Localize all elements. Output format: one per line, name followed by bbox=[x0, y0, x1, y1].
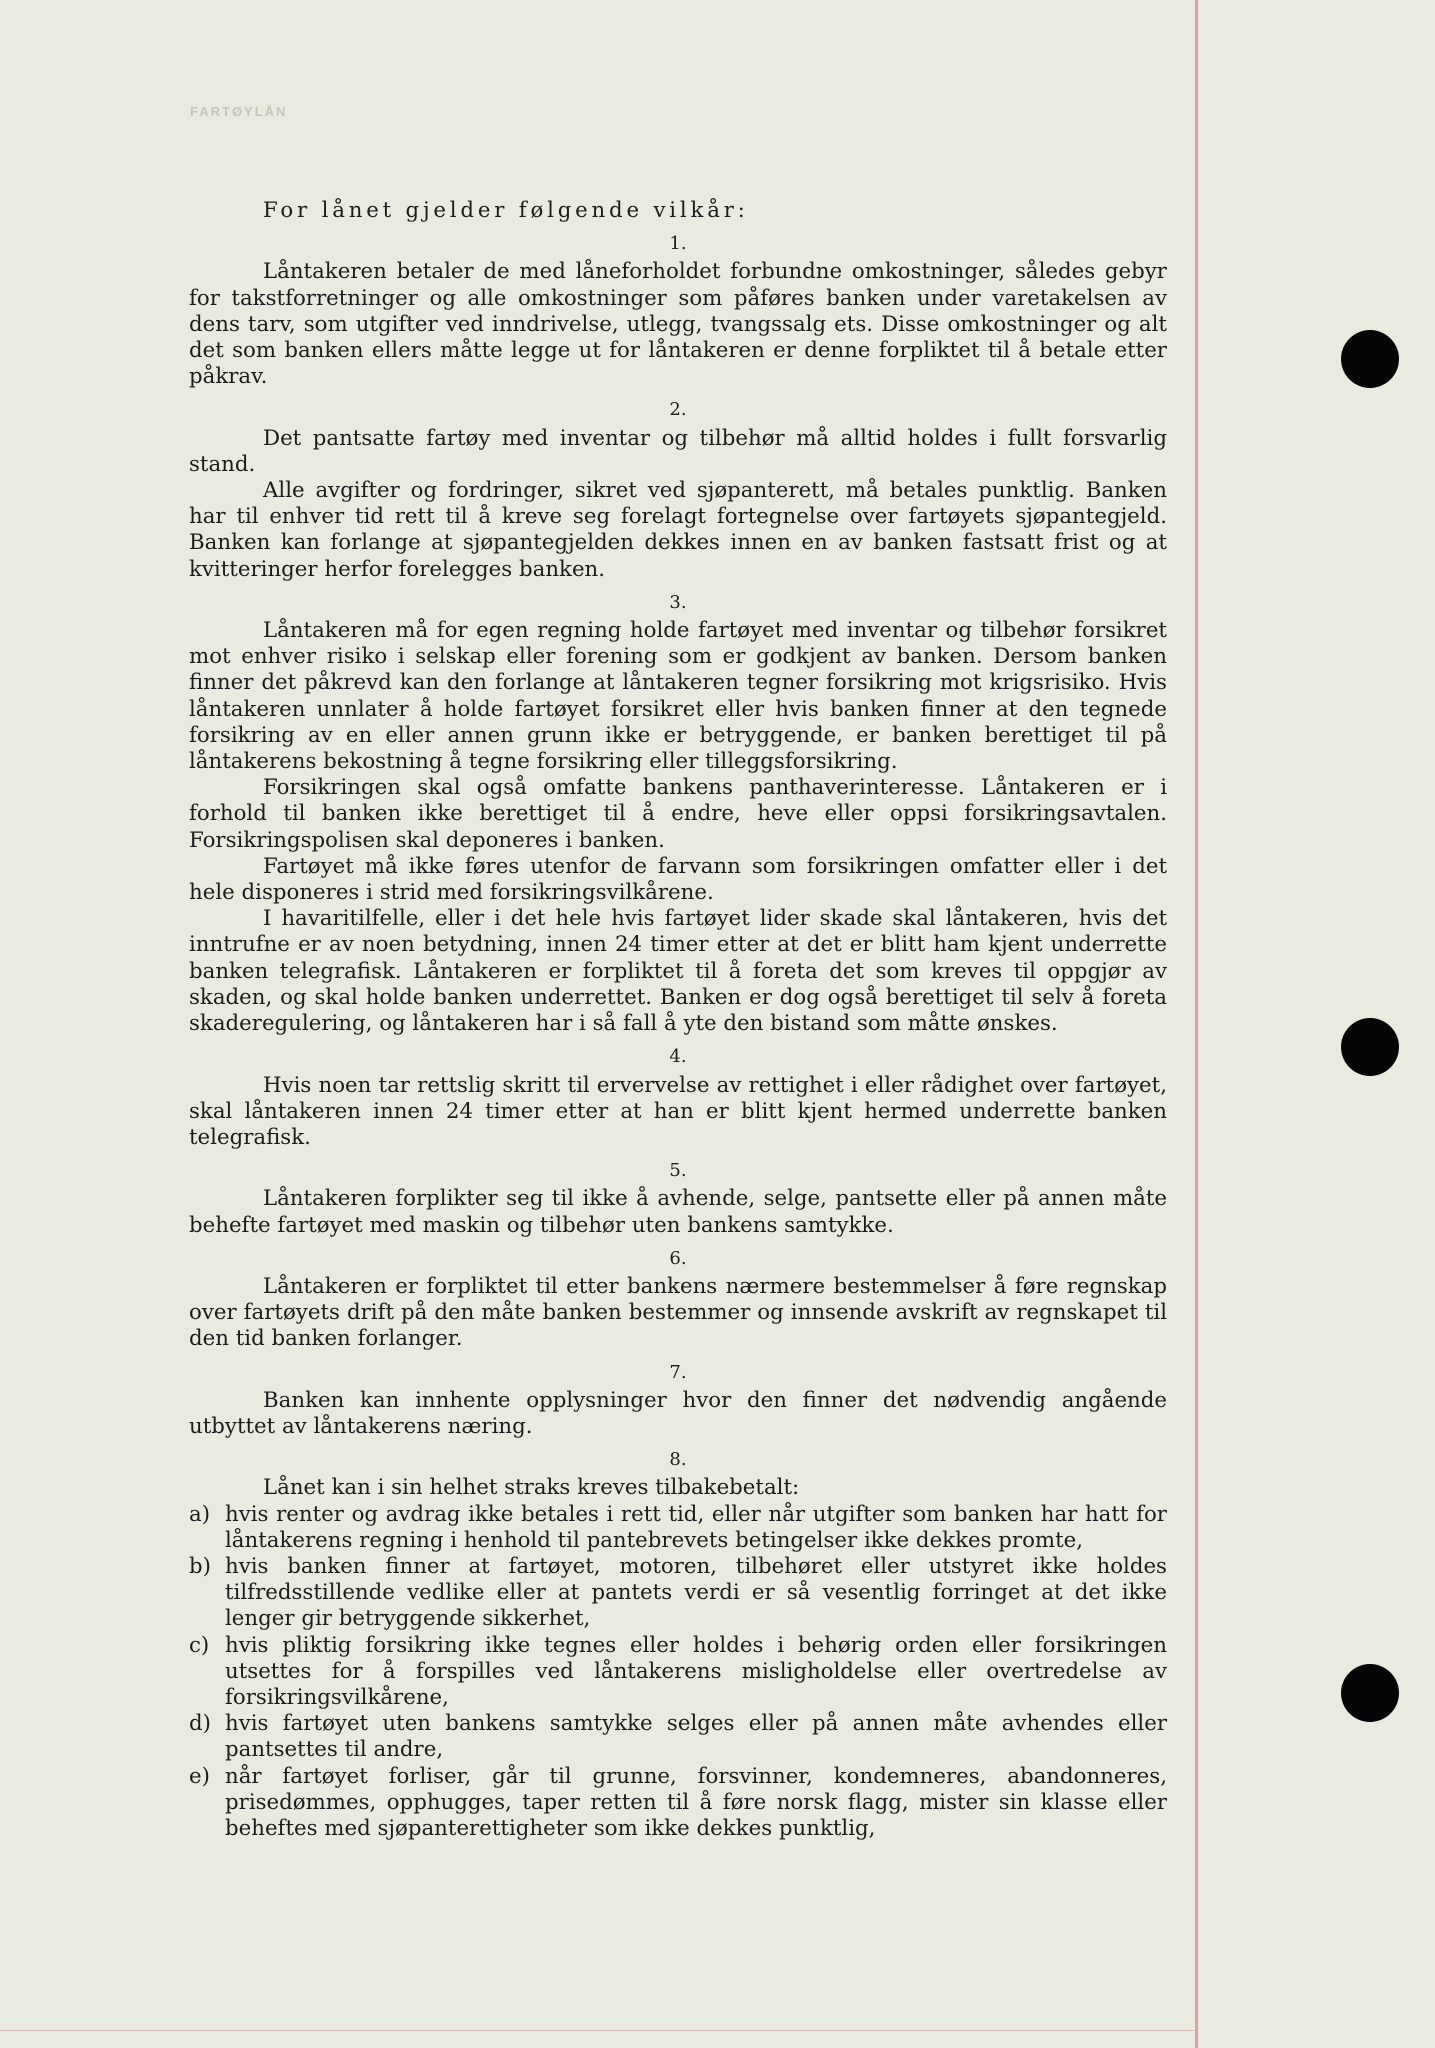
punch-hole-top bbox=[1341, 330, 1399, 388]
list-item-marker: c) bbox=[189, 1632, 210, 1658]
list-item-marker: e) bbox=[189, 1763, 210, 1789]
list-item-text: hvis pliktig forsikring ikke tegnes eller holdes i behørig orden eller forsikringen utsettes for å forspilles ved låntakerens misligholdelse eller overtredelse av forsikringsvilkårene, bbox=[225, 1632, 1167, 1710]
section-number: 3. bbox=[669, 591, 687, 613]
document-body bbox=[189, 198, 1167, 1842]
section-paragraph: Låntakeren betaler de med låneforholdet forbundne omkostninger, således gebyr for takstforretninger og alle omkostninger som påføres banken under varetakelsen av dens tarv, som utgifter ved inndrivelse, utlegg, tvangssalg ets. Disse omkostninger og alt det som banken ellers måtte legge ut for låntakeren er denne forpliktet til å betale etter påkrav. bbox=[189, 259, 1167, 390]
section-paragraph: Banken kan innhente opplysninger hvor den finner det nødvendig angående utbyttet av låntakerens næring. bbox=[189, 1387, 1167, 1439]
section-number: 2. bbox=[669, 399, 687, 421]
list-item-text: hvis banken finner at fartøyet, motoren, tilbehøret eller utstyret ikke holdes tilfredsstillende vedlike eller at pantets verdi er så vesentlig forringet at det ikke lenger gir betryggende sikkerhet, bbox=[225, 1553, 1167, 1632]
repayment-conditions-list bbox=[189, 1502, 1167, 1843]
list-item-marker: a) bbox=[189, 1501, 211, 1527]
list-item-text: når fartøyet forliser, går til grunne, forsvinner, kondemneres, abandonneres, prisedømmes, opphugges, taper retten til å føre norsk flagg, mister sin klasse eller beheftes med sjøpanterettigheter som ikke dekkes punktlig, bbox=[225, 1763, 1167, 1841]
section-number: 6. bbox=[669, 1247, 687, 1269]
margin-rule bbox=[1195, 0, 1198, 2048]
bottom-rule bbox=[0, 2030, 1195, 2031]
list-item-marker: d) bbox=[189, 1711, 211, 1737]
section-paragraph: Forsikringen skal også omfatte bankens panthaverinteresse. Låntakeren er i forhold til banken ikke berettiget til å endre, heve eller oppsi forsikringsavtalen. Forsikringspolisen skal deponeres i banken. bbox=[189, 775, 1167, 853]
list-item-text: hvis fartøyet uten bankens samtykke selges eller på annen måte avhendes eller pantsettes til andre, bbox=[225, 1711, 1167, 1763]
section-paragraph: Lånet kan i sin helhet straks kreves tilbakebetalt: bbox=[263, 1475, 800, 1501]
section-number: 5. bbox=[669, 1160, 687, 1182]
section-paragraph: Låntakeren er forpliktet til etter bankens nærmere bestemmelser å føre regnskap over fartøyets drift på den måte banken bestemmer og innsende avskrift av regnskapet til den tid banken forlanger. bbox=[189, 1273, 1167, 1352]
section-paragraph: Hvis noen tar rettslig skritt til ervervelse av rettighet i eller rådighet over fartøyet, skal låntakeren innen 24 timer etter at han er blitt kjent hermed underrette banken telegrafisk. bbox=[189, 1072, 1167, 1150]
list-item bbox=[189, 1554, 1167, 1633]
list-item bbox=[189, 1764, 1167, 1843]
faint-header-text: FARTØYLÅN bbox=[190, 104, 288, 119]
list-item bbox=[189, 1711, 1167, 1763]
section-paragraph: Låntakeren må for egen regning holde fartøyet med inventar og tilbehør forsikret mot enhver risiko i selskap eller forening som er godkjent av banken. Dersom banken finner det påkrevd kan den forlange at låntakeren tegner forsikring mot krigsrisiko. Hvis låntakeren unnlater å holde fartøyet forsikret eller hvis banken finner at den tegnede forsikring av en eller annen grunn ikke er betryggende, er banken berettiget til på låntakerens bekostning å tegne forsikring eller tilleggsforsikring. bbox=[189, 618, 1167, 775]
list-item-marker: b) bbox=[189, 1553, 211, 1579]
list-item bbox=[189, 1502, 1167, 1554]
punch-hole-middle bbox=[1341, 1018, 1399, 1076]
section-paragraph: I havaritilfelle, eller i det hele hvis fartøyet lider skade skal låntakeren, hvis det inntrufne er av noen betydning, innen 24 timer etter at det er blitt ham kjent underrette banken telegrafisk. Låntakeren er forpliktet til å foreta det som kreves til oppgjør av skaden, og skal holde banken underrettet. Banken er dog også berettiget til selv å foreta skaderegulering, og låntakeren har i så fall å yte den bistand som måtte ønskes. bbox=[189, 906, 1167, 1037]
section-paragraph: Alle avgifter og fordringer, sikret ved sjøpanterett, må betales punktlig. Banken har til enhver tid rett til å kreve seg forelagt fortegnelse over fartøyets sjøpantegjeld. Banken kan forlange at sjøpantegjelden dekkes innen en av banken fastsatt frist og at kvitteringer herfor forelegges banken. bbox=[189, 478, 1167, 582]
section-paragraph: Det pantsatte fartøy med inventar og tilbehør må alltid holdes i fullt forsvarlig stand. bbox=[189, 425, 1167, 477]
section-paragraph: Låntakeren forplikter seg til ikke å avhende, selge, pantsette eller på annen måte behefte fartøyet med maskin og tilbehør uten bankens samtykke. bbox=[189, 1186, 1167, 1238]
punch-hole-bottom bbox=[1341, 1664, 1399, 1722]
section-number: 1. bbox=[669, 233, 687, 255]
section-number: 7. bbox=[669, 1361, 687, 1383]
list-item bbox=[189, 1633, 1167, 1712]
conditions-heading: For lånet gjelder følgende vilkår: bbox=[263, 198, 749, 223]
list-item-text: hvis renter og avdrag ikke betales i rett tid, eller når utgifter som banken har hatt for låntakerens regning i henhold til pantebrevets betingelser ikke dekkes promte, bbox=[225, 1501, 1167, 1553]
section-number: 4. bbox=[669, 1046, 687, 1068]
section-paragraph: Fartøyet må ikke føres utenfor de farvann som forsikringen omfatter eller i det hele disponeres i strid med forsikringsvilkårene. bbox=[189, 853, 1167, 906]
section-number: 8. bbox=[669, 1449, 687, 1471]
sections-container bbox=[189, 231, 1167, 1501]
